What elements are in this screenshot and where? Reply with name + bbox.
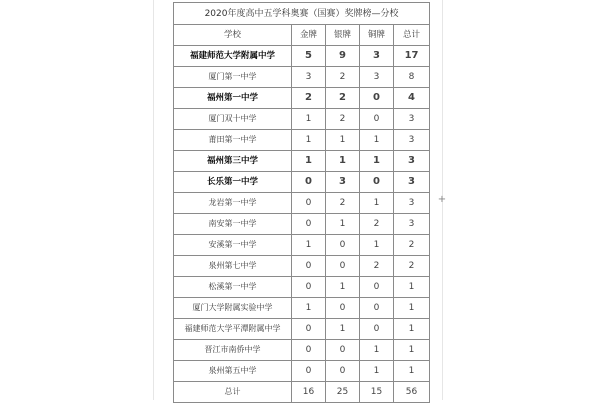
cell-silver: 2 [326,109,360,130]
table-row [174,67,430,88]
totals-bronze: 15 [360,382,394,403]
cell-total: 1 [394,340,430,361]
cell-silver: 1 [326,130,360,151]
medal-table [173,2,430,403]
cell-total: 1 [394,319,430,340]
cell-bronze: 1 [360,193,394,214]
table-row [174,340,430,361]
cell-silver: 2 [326,193,360,214]
cell-school: 长乐第一中学 [174,172,292,193]
cell-gold: 0 [292,319,326,340]
cell-total: 1 [394,298,430,319]
cell-school: 晋江市南侨中学 [174,340,292,361]
cell-bronze: 3 [360,67,394,88]
cell-total: 2 [394,235,430,256]
cell-bronze: 0 [360,109,394,130]
cell-total: 2 [394,256,430,277]
cell-bronze: 2 [360,214,394,235]
totals-label: 总计 [174,382,292,403]
table-row [174,88,430,109]
cell-bronze: 3 [360,46,394,67]
cell-school: 南安第一中学 [174,214,292,235]
cell-gold: 0 [292,361,326,382]
cell-school: 厦门第一中学 [174,67,292,88]
cell-gold: 1 [292,130,326,151]
cell-bronze: 0 [360,88,394,109]
medal-table-container [173,2,429,403]
table-row [174,130,430,151]
cell-school: 泉州第五中学 [174,361,292,382]
cell-gold: 5 [292,46,326,67]
cell-school: 莆田第一中学 [174,130,292,151]
header-school: 学校 [174,25,292,46]
title-row [174,3,430,25]
table-add-row-handle[interactable]: + [437,194,447,205]
cell-bronze: 0 [360,172,394,193]
cell-school: 福州第一中学 [174,88,292,109]
totals-silver: 25 [326,382,360,403]
table-row [174,172,430,193]
cell-silver: 3 [326,172,360,193]
table-row [174,319,430,340]
cell-total: 3 [394,130,430,151]
cell-silver: 2 [326,67,360,88]
cell-bronze: 0 [360,277,394,298]
cell-bronze: 1 [360,151,394,172]
cell-gold: 1 [292,109,326,130]
cell-gold: 0 [292,193,326,214]
cell-bronze: 1 [360,130,394,151]
table-row [174,151,430,172]
cell-total: 1 [394,361,430,382]
page-edge-left [153,0,154,400]
table-row [174,214,430,235]
cell-gold: 0 [292,256,326,277]
cell-school: 福州第三中学 [174,151,292,172]
cell-gold: 0 [292,172,326,193]
cell-school: 福建师范大学平潭附属中学 [174,319,292,340]
cell-total: 3 [394,151,430,172]
cell-school: 厦门大学附属实验中学 [174,298,292,319]
cell-school: 松溪第一中学 [174,277,292,298]
cell-bronze: 1 [360,340,394,361]
header-row [174,25,430,46]
cell-bronze: 1 [360,361,394,382]
cell-school: 厦门双十中学 [174,109,292,130]
cell-gold: 1 [292,298,326,319]
cell-silver: 2 [326,88,360,109]
cell-total: 17 [394,46,430,67]
cell-school: 福建师范大学附属中学 [174,46,292,67]
cell-gold: 2 [292,88,326,109]
cell-school: 龙岩第一中学 [174,193,292,214]
table-row [174,46,430,67]
cell-bronze: 0 [360,319,394,340]
totals-total: 56 [394,382,430,403]
cell-silver: 1 [326,214,360,235]
header-silver: 银牌 [326,25,360,46]
header-total: 总计 [394,25,430,46]
table-row [174,361,430,382]
totals-row [174,382,430,403]
table-row [174,109,430,130]
cell-total: 3 [394,214,430,235]
header-bronze: 铜牌 [360,25,394,46]
totals-gold: 16 [292,382,326,403]
cell-bronze: 0 [360,298,394,319]
cell-total: 1 [394,277,430,298]
cell-total: 3 [394,172,430,193]
cell-total: 3 [394,109,430,130]
cell-gold: 1 [292,151,326,172]
cell-silver: 1 [326,319,360,340]
table-row [174,277,430,298]
cell-gold: 1 [292,235,326,256]
cell-silver: 0 [326,361,360,382]
cell-silver: 1 [326,151,360,172]
cell-gold: 0 [292,277,326,298]
table-row [174,298,430,319]
cell-total: 4 [394,88,430,109]
cell-bronze: 1 [360,235,394,256]
cell-silver: 0 [326,298,360,319]
table-row [174,256,430,277]
cell-silver: 1 [326,277,360,298]
table-title: 2020年度高中五学科奥赛（国赛）奖牌榜—分校 [174,3,430,25]
cell-total: 8 [394,67,430,88]
cell-silver: 0 [326,256,360,277]
cell-bronze: 2 [360,256,394,277]
cell-school: 安溪第一中学 [174,235,292,256]
cell-total: 3 [394,193,430,214]
cell-gold: 0 [292,214,326,235]
table-row [174,193,430,214]
cell-gold: 3 [292,67,326,88]
cell-gold: 0 [292,340,326,361]
cell-silver: 9 [326,46,360,67]
cell-school: 泉州第七中学 [174,256,292,277]
cell-silver: 0 [326,340,360,361]
header-gold: 金牌 [292,25,326,46]
cell-silver: 0 [326,235,360,256]
table-row [174,235,430,256]
